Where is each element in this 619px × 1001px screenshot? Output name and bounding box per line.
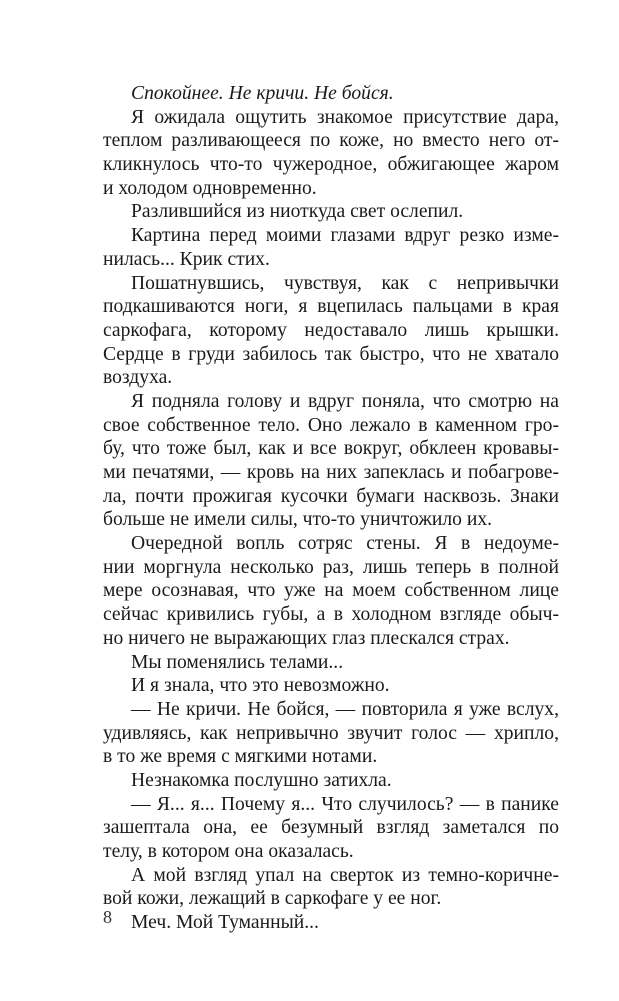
text-line: подкашиваются ноги, я вцепилась пальцами в края [103, 296, 559, 318]
text-line: теплом разливающееся по коже, но вместо него от- [103, 130, 559, 152]
text-line: саркофага, которому недоставало лишь крышки. [103, 319, 559, 341]
text-line: удивляясь, как непривычно звучит голос — хрипло, [103, 722, 559, 744]
text-line: и холодом одновременно. [103, 177, 317, 199]
text-line: ми печатями, — кровь на них запеклась и побагрове- [103, 462, 559, 483]
text-line: Мы поменялись телами... [131, 651, 344, 673]
text-line: кликнулось что-то чужеродное, обжигающее жаром [103, 154, 559, 176]
book-page-text [103, 82, 559, 935]
text-line: мере осознавая, что уже на моем собственном лице [103, 580, 559, 602]
text-line: Незнакомка послушно затихла. [131, 769, 392, 791]
text-line: но ничего не выражающих глаз плескался страх. [103, 627, 510, 649]
text-line: — Не кричи. Не бойся, — повторила я уже вслух, [131, 698, 559, 720]
text-line: Разлившийся из ниоткуда свет ослепил. [131, 201, 464, 223]
text-line: вой кожи, лежащий в саркофаге у ее ног. [103, 888, 442, 910]
text-line: сейчас кривились губы, а в холодном взгляде обыч- [103, 604, 559, 626]
text-line: больше не имели силы, что-то уничтожило их. [103, 509, 493, 531]
text-line: Спокойнее. Не кричи. Не бойся. [131, 83, 394, 104]
text-line: Картина перед моими глазами вдруг резко изме- [131, 225, 559, 247]
text-line: И я знала, что это невозможно. [131, 675, 390, 697]
text-line: нилась... Крик стих. [103, 248, 270, 270]
text-line: Я подняла голову и вдруг поняла, что смотрю на [131, 390, 559, 412]
text-line: телу, в котором она оказалась. [103, 841, 354, 862]
text-line: Меч. Мой Туманный... [131, 912, 319, 934]
text-line: нии моргнула несколько раз, лишь теперь в полной [103, 556, 559, 578]
text-line: — Я... я... Почему я... Что случилось? — в панике [131, 793, 559, 815]
text-line: А мой взгляд упал на сверток из темно-коричне- [131, 864, 559, 886]
text-line: зашептала она, ее безумный взгляд заметался по [103, 817, 559, 839]
text-line: воздуха. [103, 367, 173, 389]
text-line: Сердце в груди забилось так быстро, что не хватало [103, 343, 559, 365]
text-line: Пошатнувшись, чувствуя, как с непривычки [131, 272, 559, 294]
text-line: бу, что тоже был, как и все вокруг, обклеен кровавы- [103, 438, 559, 460]
text-line: Я ожидала ощутить знакомое присутствие дара, [131, 106, 559, 128]
text-line: Очередной вопль сотряс стены. Я в недоуме- [131, 533, 559, 555]
text-line: ла, почти прожигая кусочки бумаги насквозь. Знаки [103, 485, 559, 507]
page-number: 8 [103, 907, 112, 927]
text-line: в то же время с мягкими нотами. [103, 746, 378, 768]
text-line: свое собственное тело. Оно лежало в каменном гро- [103, 414, 559, 436]
